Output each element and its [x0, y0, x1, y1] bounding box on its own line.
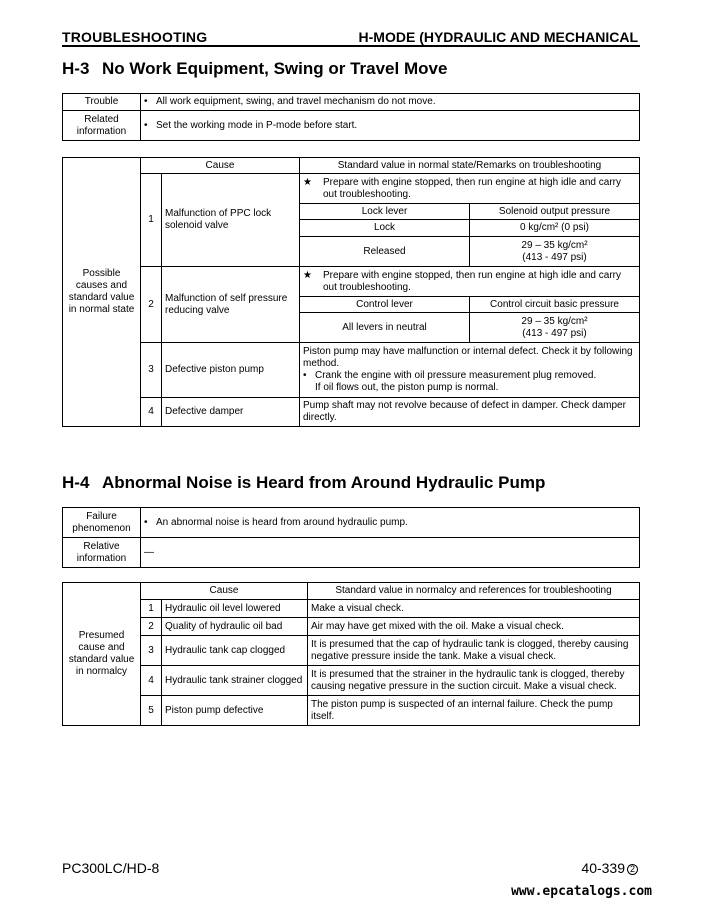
- h4-heading: [62, 473, 545, 493]
- table-row: [63, 666, 640, 696]
- sub-header: Control lever: [300, 297, 470, 313]
- cause-number: 3: [141, 636, 162, 666]
- h3-title: No Work Equipment, Swing or Travel Move: [102, 59, 448, 78]
- sub-header: Control circuit basic pressure: [470, 297, 640, 313]
- table-row: [63, 398, 640, 427]
- star-icon: ★: [303, 176, 312, 188]
- failure-label: Failure phenomenon: [63, 508, 141, 538]
- table-cell: [470, 237, 640, 267]
- cause-number: 1: [141, 174, 162, 267]
- table-cell: 0 kg/cm² (0 psi): [470, 220, 640, 237]
- cause-number: 3: [141, 343, 162, 398]
- relative-text: —: [141, 538, 640, 568]
- related-cell: [141, 111, 640, 141]
- table-row: [63, 267, 640, 297]
- table-row: [63, 343, 640, 398]
- trouble-row: [63, 94, 640, 111]
- value-line: (413 - 497 psi): [522, 327, 587, 339]
- trouble-text: All work equipment, swing, and travel mechanism do not move.: [156, 96, 436, 107]
- star-icon: ★: [303, 269, 312, 281]
- mode-header: H-MODE (HYDRAULIC AND MECHANICAL: [358, 29, 638, 45]
- causes-label: Presumed cause and standard value in normalcy: [63, 583, 141, 726]
- cause-text: Hydraulic oil level lowered: [162, 600, 308, 618]
- table-header-row: [63, 158, 640, 174]
- causes-label: Possible causes and standard value in normal state: [63, 158, 141, 427]
- table-header-row: [63, 583, 640, 600]
- table-cell: [470, 313, 640, 343]
- related-text: Set the working mode in P-mode before start.: [156, 119, 358, 131]
- h4-causes-table: [62, 582, 640, 726]
- watermark: www.epcatalogs.com: [511, 884, 652, 899]
- page-number-block: [581, 860, 638, 876]
- failure-cell: [141, 508, 640, 538]
- value-line: 29 – 35 kg/cm²: [521, 315, 588, 327]
- h3-trouble-table: [62, 93, 640, 141]
- relative-label: Relative information: [63, 538, 141, 568]
- model-number: PC300LC/HD-8: [62, 860, 160, 876]
- cause-number: 2: [141, 267, 162, 343]
- trouble-label: Trouble: [63, 94, 141, 111]
- remarks-cell: Pump shaft may not revolve because of defect in damper. Check damper directly.: [300, 398, 640, 427]
- header-rule: [62, 45, 640, 47]
- sub-header: Solenoid output pressure: [470, 204, 640, 220]
- cause-text: Defective piston pump: [162, 343, 300, 398]
- trouble-cell: [141, 94, 640, 111]
- cause-text: Defective damper: [162, 398, 300, 427]
- remarks-text: Crank the engine with oil pressure measurement plug removed.: [315, 370, 597, 381]
- h3-causes-table: [62, 157, 640, 427]
- h3-number: H-3: [62, 59, 90, 78]
- table-row: [63, 600, 640, 618]
- table-cell: Lock: [300, 220, 470, 237]
- bullet-icon: •: [144, 119, 148, 131]
- cause-text: Quality of hydraulic oil bad: [162, 618, 308, 636]
- standard-col-header: Standard value in normalcy and references for troubleshooting: [308, 583, 640, 600]
- remarks-text: Piston pump may have malfunction or internal defect. Check it by following method.: [303, 346, 633, 369]
- note-text: Prepare with engine stopped, then run engine at high idle and carry out troubleshooting.: [323, 176, 621, 200]
- related-row: [63, 111, 640, 141]
- failure-text: An abnormal noise is heard from around hydraulic pump.: [156, 516, 408, 528]
- table-row: [63, 636, 640, 666]
- remarks-cell: It is presumed that the cap of hydraulic tank is clogged, thereby causing negative pressure inside the tank. Make a visual check.: [308, 636, 640, 666]
- table-row: [63, 696, 640, 726]
- remarks-cell: [300, 343, 640, 398]
- h4-failure-table: [62, 507, 640, 568]
- table-row: [63, 174, 640, 204]
- cause-number: 1: [141, 600, 162, 618]
- cause-text: Piston pump defective: [162, 696, 308, 726]
- cause-text: Malfunction of PPC lock solenoid valve: [162, 174, 300, 267]
- cause-col-header: Cause: [141, 583, 308, 600]
- note-cell: [300, 267, 640, 297]
- h4-title: Abnormal Noise is Heard from Around Hydraulic Pump: [102, 473, 546, 492]
- note-cell: [300, 174, 640, 204]
- section-header: TROUBLESHOOTING: [62, 29, 208, 45]
- cause-number: 4: [141, 666, 162, 696]
- bullet-icon: •: [144, 96, 148, 107]
- cause-text: Malfunction of self pressure reducing valve: [162, 267, 300, 343]
- bullet-icon: •: [144, 516, 148, 528]
- table-cell: Released: [300, 237, 470, 267]
- table-cell: All levers in neutral: [300, 313, 470, 343]
- h4-number: H-4: [62, 473, 90, 492]
- sub-header: Lock lever: [300, 204, 470, 220]
- remarks-cell: The piston pump is suspected of an internal failure. Check the pump itself.: [308, 696, 640, 726]
- cause-text: Hydraulic tank cap clogged: [162, 636, 308, 666]
- cause-number: 2: [141, 618, 162, 636]
- revision-mark: 2: [627, 864, 638, 875]
- note-text: Prepare with engine stopped, then run engine at high idle and carry out troubleshooting.: [323, 269, 621, 293]
- bullet-icon: •: [303, 370, 307, 381]
- cause-number: 5: [141, 696, 162, 726]
- h3-heading: [62, 59, 447, 79]
- remarks-cell: It is presumed that the strainer in the hydraulic tank is clogged, thereby causing negative pressure in the suction circuit. Make a visual check.: [308, 666, 640, 696]
- standard-col-header: Standard value in normal state/Remarks on troubleshooting: [300, 158, 640, 174]
- remarks-cell: Air may have get mixed with the oil. Make a visual check.: [308, 618, 640, 636]
- remarks-cell: Make a visual check.: [308, 600, 640, 618]
- cause-text: Hydraulic tank strainer clogged: [162, 666, 308, 696]
- value-line: (413 - 497 psi): [522, 251, 587, 263]
- related-label: Related information: [63, 111, 141, 141]
- page-number: 40-339: [581, 860, 625, 876]
- table-row: [63, 618, 640, 636]
- remarks-text: If oil flows out, the piston pump is normal.: [315, 382, 499, 393]
- relative-row: [63, 538, 640, 568]
- cause-number: 4: [141, 398, 162, 427]
- value-line: 29 – 35 kg/cm²: [521, 239, 588, 251]
- cause-col-header: Cause: [141, 158, 300, 174]
- failure-row: [63, 508, 640, 538]
